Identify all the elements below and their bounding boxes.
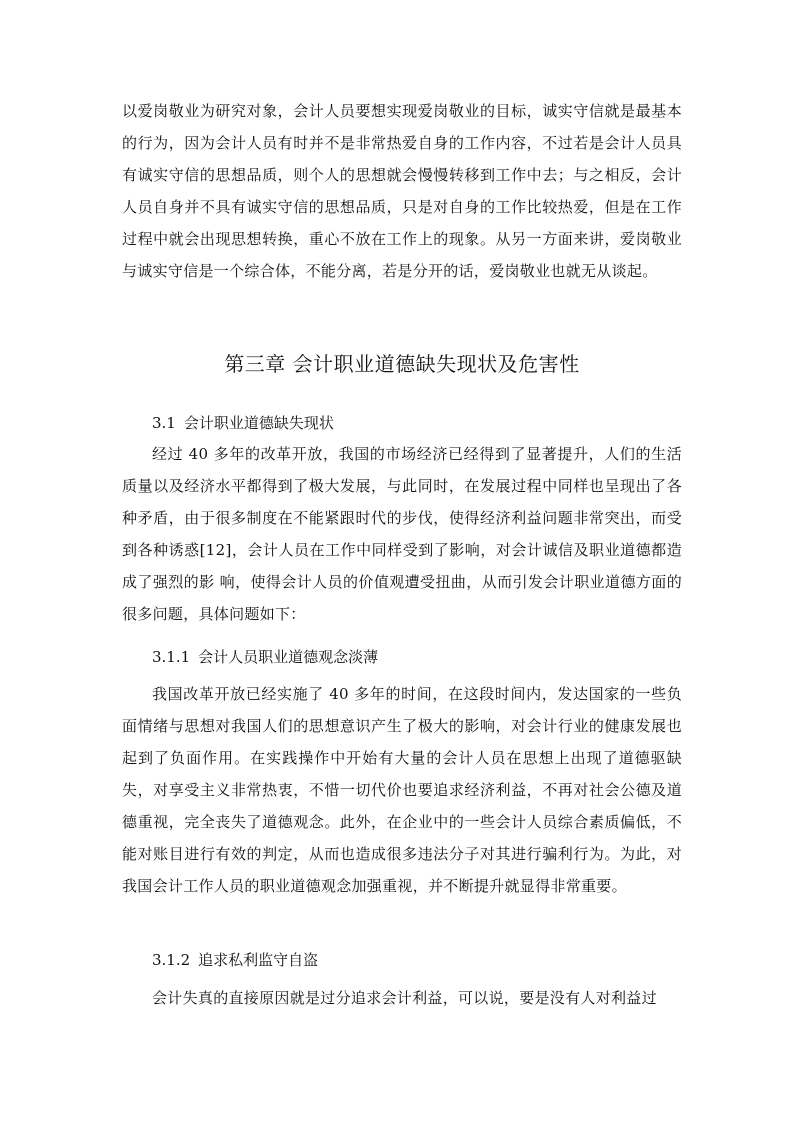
section-number: 3.1.2 [152,951,191,969]
section-number: 3.1.1 [152,648,191,666]
section-heading-3-1-2 [152,945,318,975]
section-heading-3-1-1 [152,642,378,672]
section-title: 会计职业道德缺失现状 [183,414,334,432]
body-paragraph-3-1: 经过 40 多年的改革开放，我国的市场经济已经得到了显著提升，人们的生活质量以及经济水平都得到了极大发展，与此同时，在发展过程中同样也呈现出了各种矛盾，由于很多制度在不能紧跟时代的步伐，使得经济利益问题非常突出，而受到各种诱惑[12]，会计人员在工作中同样受到了影响，对会计诚信及职业道德都造成了强烈的影 响，使得会计人员的价值观遭受扭曲，从而引发会计职业道德方面的很多问题，具体问题如下： [122,445,682,623]
section-title: 追求私利监守自盗 [198,951,319,969]
section-heading-3-1 [152,408,334,438]
body-paragraph-3-1-2: 会计失真的直接原因就是过分追求会计利益，可以说，要是没有人对利益过 [152,989,657,1007]
section-number: 3.1 [152,414,176,432]
chapter-title: 第三章 会计职业道德缺失现状及危害性 [224,352,580,376]
body-paragraph-3-1-1: 我国改革开放已经实施了 40 多年的时间，在这段时间内，发达国家的一些负面情绪与思想对我国人们的思想意识产生了极大的影响，对会计行业的健康发展也起到了负面作用。在实践操作中开始有大量的会计人员在思想上出现了道德驱缺失，对享受主义非常热衷，不惜一切代价也要追求经济利益，不再对社会公德及道德重视，完全丧失了道德观念。此外，在企业中的一些会计人员综合素质偏低，不能对账目进行有效的判定，从而也造成很多违法分子对其进行骗利行为。为此，对我国会计工作人员的职业道德观念加强重视，并不断提升就显得非常重要。 [122,685,682,895]
section-title: 会计人员职业道德观念淡薄 [198,648,379,666]
intro-paragraph: 以爱岗敬业为研究对象，会计人员要想实现爱岗敬业的目标，诚实守信就是最基本的行为，因为会计人员有时并不是非常热爱自身的工作内容，不过若是会计人员具有诚实守信的思想品质，则个人的思想就会慢慢转移到工作中去；与之相反，会计人员自身并不具有诚实守信的思想品质，只是对自身的工作比较热爱，但是在工作过程中就会出现思想转换，重心不放在工作上的现象。从另一方面来讲，爱岗敬业与诚实守信是一个综合体，不能分离，若是分开的话，爱岗敬业也就无从谈起。 [122,102,682,280]
